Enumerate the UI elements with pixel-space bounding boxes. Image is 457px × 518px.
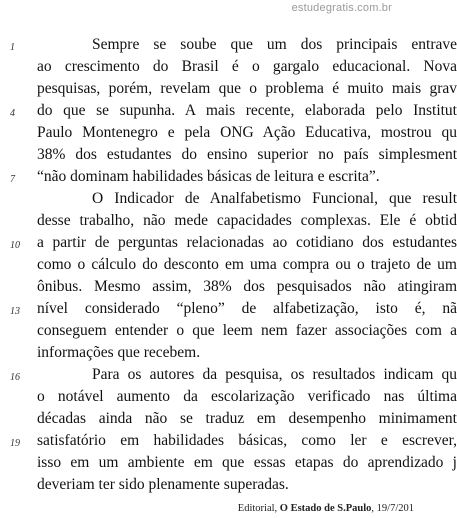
text-line: Para os autores da pesquisa, os resultados indicam qu: [92, 366, 457, 383]
text-line: nível considerado “pleno” de alfabetização, isto é, nã: [37, 300, 457, 317]
text-line: satisfatório em habilidades básicas, como ler e escrever,: [37, 432, 457, 449]
text-line: 38% dos estudantes do ensino superior no país simplesment: [37, 146, 457, 163]
text-line: do que se supunha. A mais recente, elaborada pelo Institut: [37, 102, 457, 119]
caption-date: , 19/7/201: [371, 503, 414, 514]
text-line: ao crescimento do Brasil é o gargalo educacional. Nova: [37, 58, 457, 75]
line-number: 1: [10, 42, 15, 53]
site-watermark: estudegratis.com.br: [291, 2, 392, 14]
text-line: pesquisas, porém, revelam que o problema é muito mais grav: [37, 80, 457, 97]
text-line: o notável aumento da escolarização verificado nas última: [37, 388, 457, 405]
caption-source: O Estado de S.Paulo: [279, 503, 372, 514]
text-line: conseguem entender o que leem nem fazer associações com a: [37, 322, 457, 339]
text-line: a partir de perguntas relacionadas ao cotidiano dos estudantes: [37, 234, 457, 251]
text-line: desse trabalho, não mede capacidades complexas. Ele é obtid: [37, 212, 457, 229]
text-line: O Indicador de Analfabetismo Funcional, que result: [92, 190, 457, 207]
text-line: informações que recebem.: [37, 344, 201, 361]
text-line: ônibus. Mesmo assim, 38% dos pesquisados não atingiram: [37, 278, 457, 295]
line-number: 19: [10, 438, 20, 449]
caption-prefix: Editorial,: [237, 503, 280, 514]
text-line: décadas ainda não se traduz em desempenho minimament: [37, 410, 457, 427]
text-line: como o cálculo do desconto em uma compra ou o trajeto de um: [37, 256, 457, 273]
line-number: 13: [10, 306, 20, 317]
text-line: isso em um ambiente em que essas etapas do aprendizado j: [37, 454, 457, 471]
source-caption: [238, 503, 414, 514]
line-number: 4: [10, 108, 15, 119]
line-number: 7: [10, 174, 15, 185]
line-number: 10: [10, 240, 20, 251]
text-line: “não dominam habilidades básicas de leitura e escrita”.: [37, 168, 380, 185]
text-line: deveriam ter sido plenamente superadas.: [37, 476, 289, 493]
text-line: Sempre se soube que um dos principais entrave: [92, 36, 457, 53]
text-line: Paulo Montenegro e pela ONG Ação Educativa, mostrou qu: [37, 124, 457, 141]
line-number: 16: [10, 372, 20, 383]
